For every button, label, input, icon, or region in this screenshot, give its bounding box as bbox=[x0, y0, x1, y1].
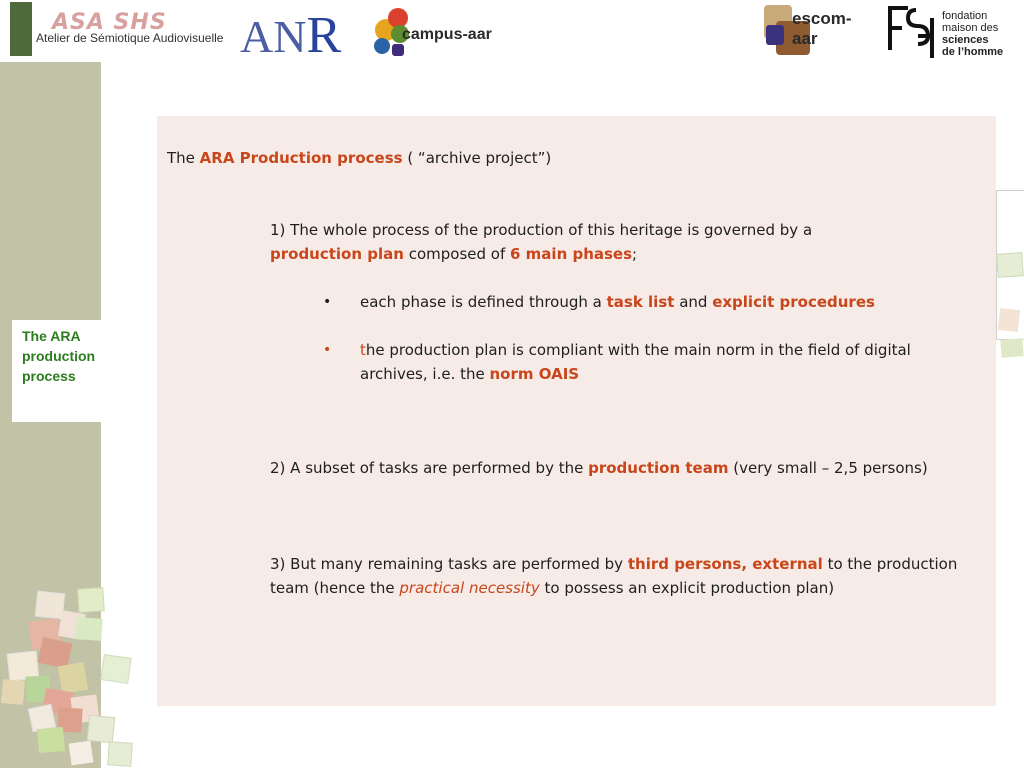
fmsh-line-2: maison des bbox=[942, 22, 999, 34]
right-edge-tab bbox=[996, 190, 1024, 340]
p1-mid: composed of bbox=[403, 245, 511, 263]
bullet-1-procedures: explicit procedures bbox=[712, 293, 875, 311]
p2-pre: 2) A subset of tasks are performed by the bbox=[270, 459, 589, 477]
bullet-2-norm-oais: norm OAIS bbox=[489, 365, 580, 383]
slide-title bbox=[167, 146, 967, 170]
bullet-1-task-list: task list bbox=[606, 293, 675, 311]
title-pre: The bbox=[167, 149, 200, 167]
collage-square bbox=[107, 741, 133, 767]
bullet-2-first-letter: t bbox=[360, 341, 366, 359]
asa-shs-logo bbox=[4, 0, 232, 60]
p3-post: to possess an explicit production plan) bbox=[539, 579, 835, 597]
p3-third-persons: third persons, external bbox=[627, 555, 823, 573]
collage-square bbox=[37, 727, 65, 753]
bullet-1-symbol: • bbox=[323, 294, 332, 310]
title-highlight: ARA Production process bbox=[199, 149, 403, 167]
bullet-1-mid: and bbox=[674, 293, 713, 311]
asa-photo-strip bbox=[10, 2, 32, 56]
p1-main-phases: 6 main phases bbox=[510, 245, 633, 263]
anr-logo-r: R bbox=[306, 7, 342, 64]
collage-square bbox=[75, 617, 102, 641]
asa-logo-subtitle: Atelier de Sémiotique Audiovisuelle bbox=[36, 31, 224, 45]
collage-square bbox=[77, 587, 105, 613]
paragraph-3 bbox=[270, 552, 976, 600]
p2-production-team: production team bbox=[588, 459, 729, 477]
section-label-box bbox=[12, 320, 173, 422]
bullet-2-pre: he production plan is compliant with the main norm in the field of digital archives, i.e. the bbox=[360, 341, 911, 383]
collage-square bbox=[1, 679, 25, 705]
bullet-2 bbox=[360, 338, 960, 386]
campus-aar-logo-text: campus-aar bbox=[402, 26, 492, 43]
right-tab-square bbox=[996, 252, 1024, 278]
right-tab-square bbox=[998, 308, 1020, 332]
anr-logo bbox=[240, 6, 341, 65]
anr-logo-an: AN bbox=[240, 11, 307, 62]
header-bar bbox=[0, 0, 1024, 62]
paragraph-1 bbox=[270, 218, 970, 266]
campus-aar-logo bbox=[374, 4, 500, 60]
collage-square bbox=[87, 715, 116, 744]
escom-aar-logo bbox=[762, 3, 876, 59]
content-panel bbox=[157, 116, 996, 706]
bullet-2-symbol: • bbox=[323, 342, 332, 358]
collage-square bbox=[58, 662, 88, 694]
p1-text: 1) The whole process of the production of this heritage is governed by a bbox=[270, 221, 813, 239]
fmsh-logo-text bbox=[942, 10, 1003, 58]
collage-square bbox=[69, 741, 94, 766]
fmsh-logo bbox=[886, 4, 1018, 60]
section-label: The ARA production process bbox=[22, 328, 96, 384]
p3-pre: 3) But many remaining tasks are performed by bbox=[270, 555, 628, 573]
fmsh-line-1: fondation bbox=[942, 10, 988, 22]
fmsh-logo-mark bbox=[886, 4, 940, 60]
fmsh-line-4: de l’homme bbox=[942, 46, 1004, 58]
paragraph-2 bbox=[270, 456, 970, 480]
escom-aar-logo-text: escom-aar bbox=[792, 9, 852, 48]
right-tab-square bbox=[1000, 338, 1023, 358]
bullet-1-pre: each phase is defined through a bbox=[360, 293, 607, 311]
p3-mid: to the production team (hence the bbox=[270, 555, 958, 597]
p2-post: (very small – 2,5 persons) bbox=[728, 459, 928, 477]
p1-production-plan: production plan bbox=[270, 245, 404, 263]
p1-end: ; bbox=[632, 245, 638, 263]
fmsh-line-3: sciences bbox=[942, 34, 989, 46]
asa-logo-title: ASA SHS bbox=[52, 10, 167, 35]
collage-square bbox=[100, 654, 131, 684]
bullet-1 bbox=[360, 290, 980, 314]
title-post: ( “archive project”) bbox=[402, 149, 552, 167]
p3-practical-necessity: practical necessity bbox=[399, 579, 540, 597]
